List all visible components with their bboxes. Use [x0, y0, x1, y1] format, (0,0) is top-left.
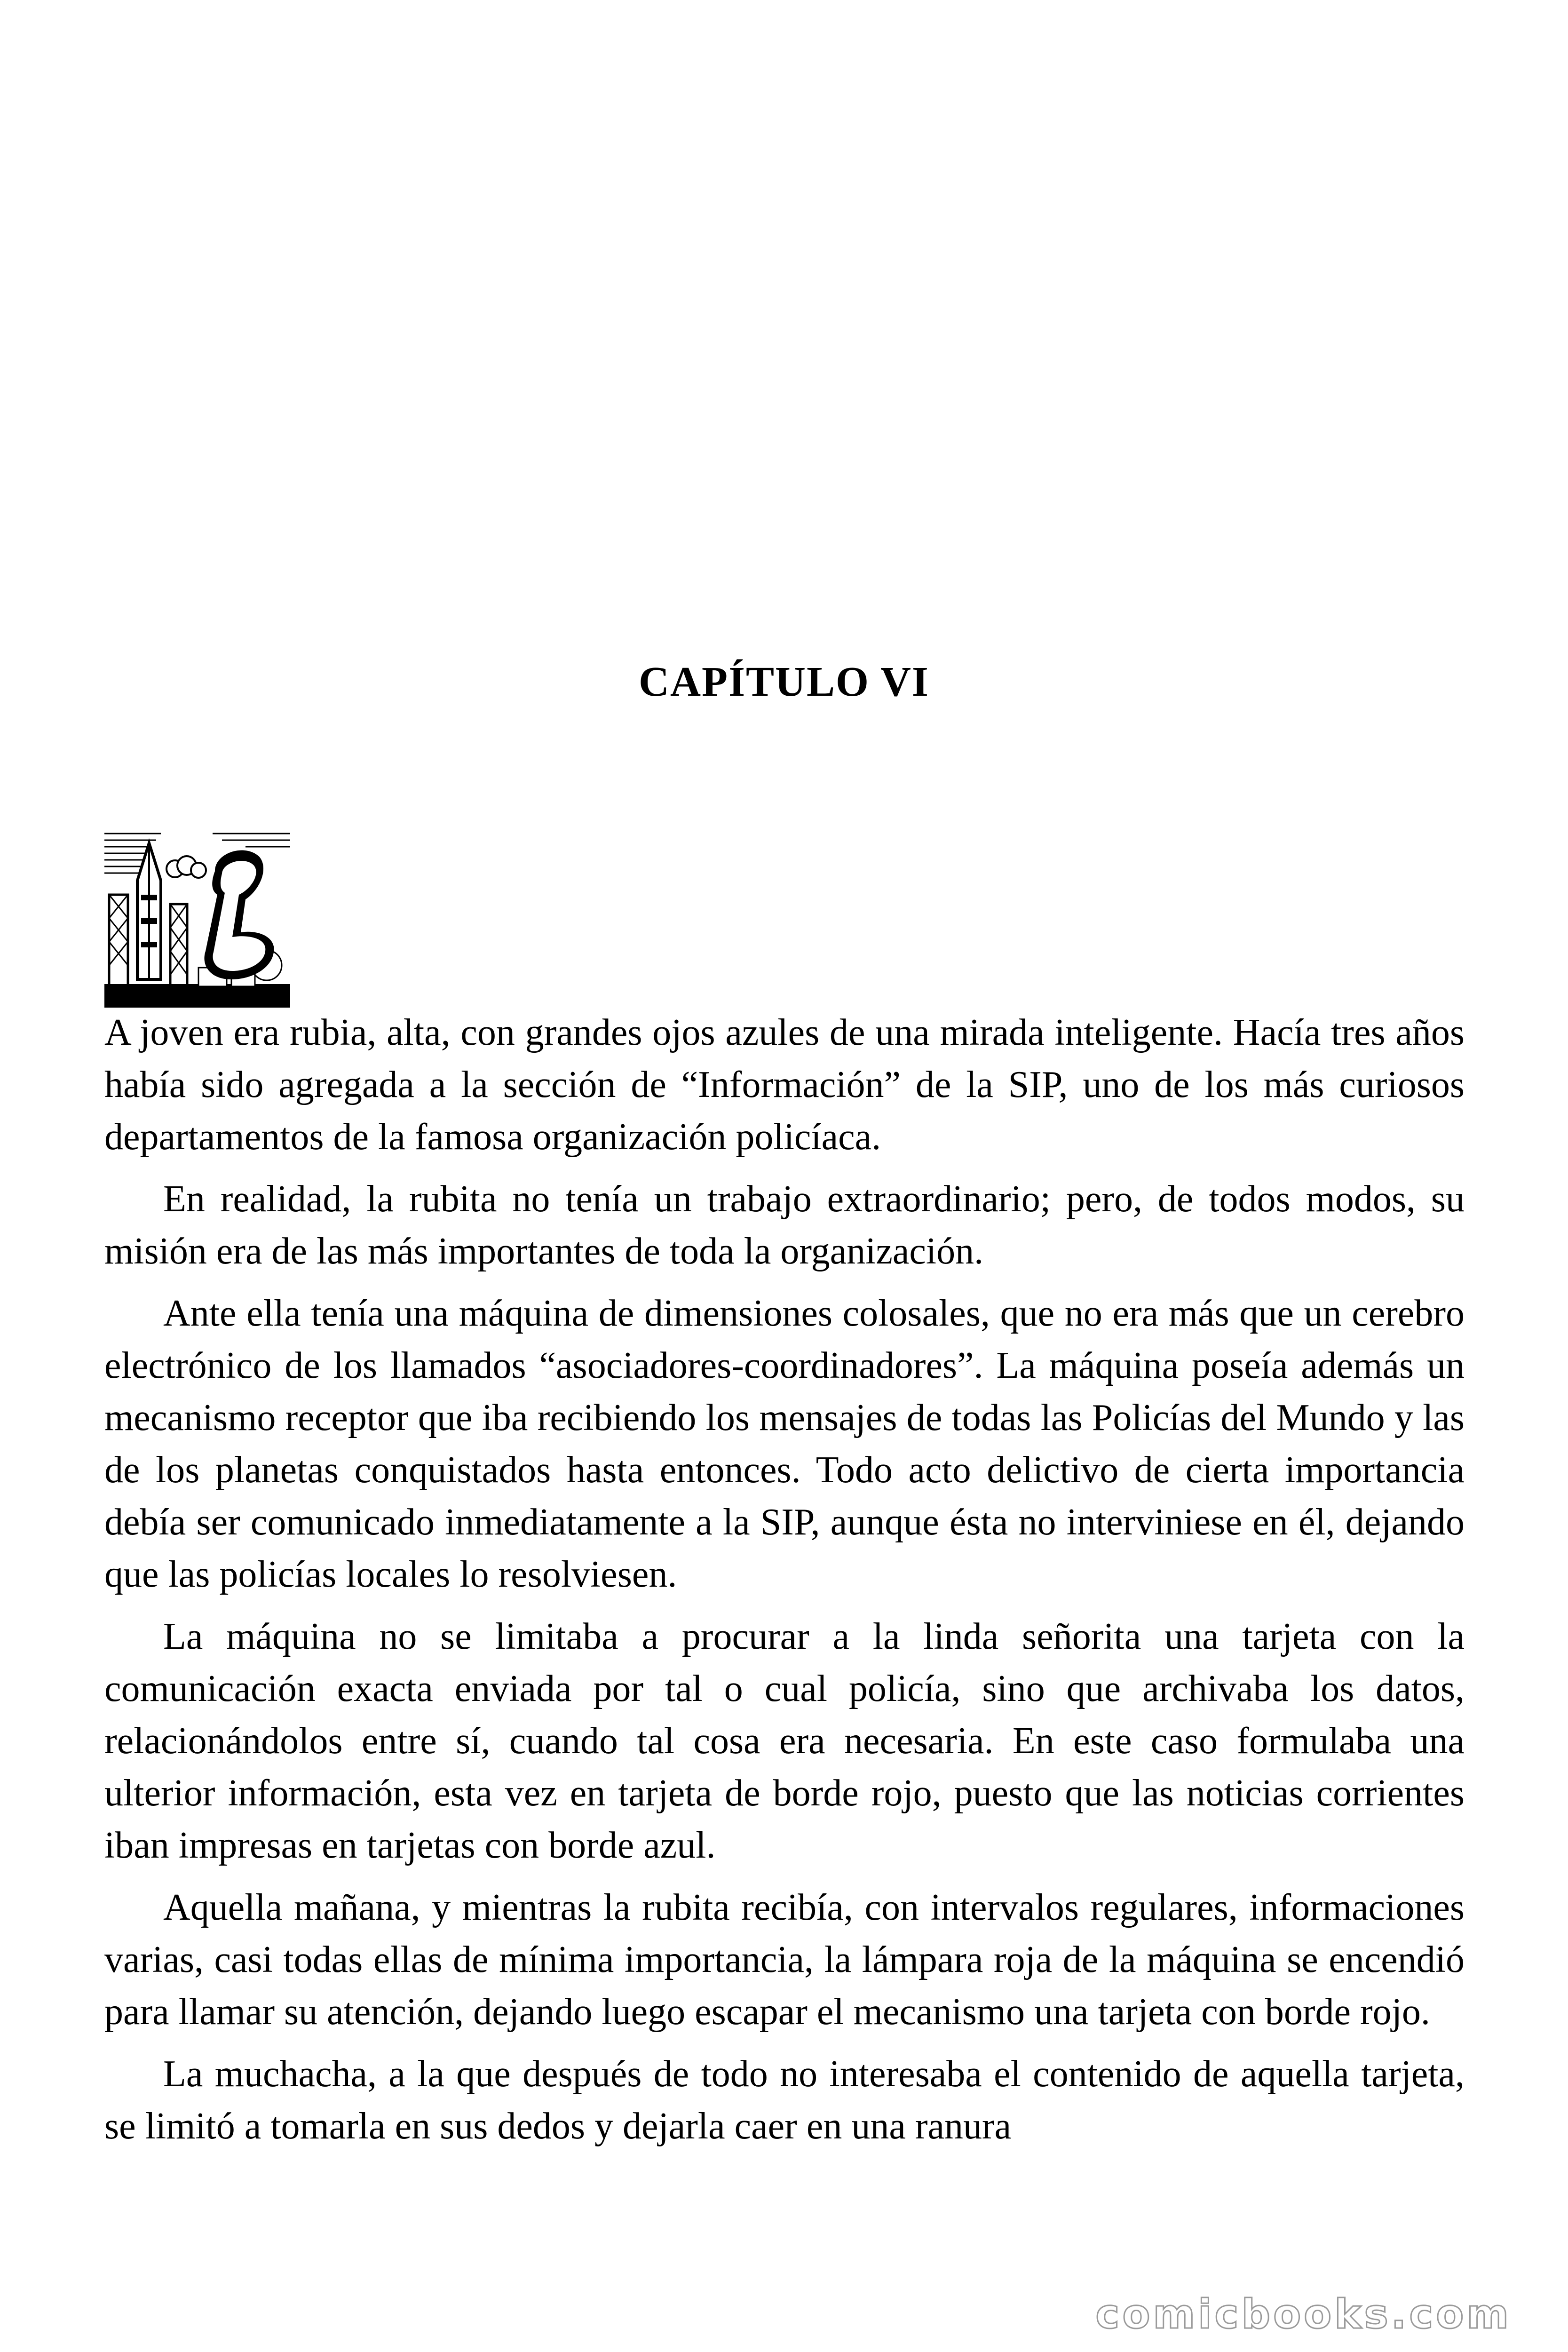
paragraph-1: A joven era rubia, alta, con grandes ojos azules de una mirada inteligente. Hacía tres años había sido agregada a la sección de “Información” de la SIP, uno de los más curiosos departamentos de la famosa organización policíaca. [104, 1012, 1465, 1158]
paragraph-6: La muchacha, a la que después de todo no interesaba el contenido de aquella tarjeta, se limitó a tomarla en sus dedos y dejarla caer en una ranura [104, 2053, 1465, 2147]
rocket-launch-letter-l-icon [104, 824, 290, 1008]
chapter-body [104, 1007, 1465, 2162]
watermark: comicbooks.com [1095, 2291, 1512, 2338]
drop-cap-illustration [104, 824, 290, 1008]
paragraph-3: Ante ella tenía una máquina de dimensiones colosales, que no era más que un cerebro electrónico de los llamados “asociadores-coordinadores”. La máquina poseía además un mecanismo receptor que iba recibiendo los mensajes de todas las Policías del Mundo y las de los planetas conquistados hasta entonces. Todo acto delictivo de cierta importancia debía ser comunicado inmediatamente a la SIP, aunque ésta no interviniese en él, dejando que las policías locales lo resolviesen. [104, 1293, 1465, 1595]
chapter-title: CAPÍTULO VI [639, 659, 929, 705]
paragraph-4: La máquina no se limitaba a procurar a la linda señorita una tarjeta con la comunicación exacta enviada por tal o cual policía, sino que archivaba los datos, relacionándolos entre sí, cuando tal cosa era necesaria. En este caso formulaba una ulterior información, esta vez en tarjeta de borde rojo, puesto que las noticias corrientes iban impresas en tarjetas con borde azul. [104, 1616, 1465, 1866]
paragraph-5: Aquella mañana, y mientras la rubita recibía, con intervalos regulares, informaciones varias, casi todas ellas de mínima importancia, la lámpara roja de la máquina se encendió para llamar su atención, dejando luego escapar el mecanismo una tarjeta con borde rojo. [104, 1887, 1465, 2033]
paragraph-2: En realidad, la rubita no tenía un trabajo extraordinario; pero, de todos modos, su misión era de las más importantes de toda la organización. [104, 1178, 1465, 1272]
